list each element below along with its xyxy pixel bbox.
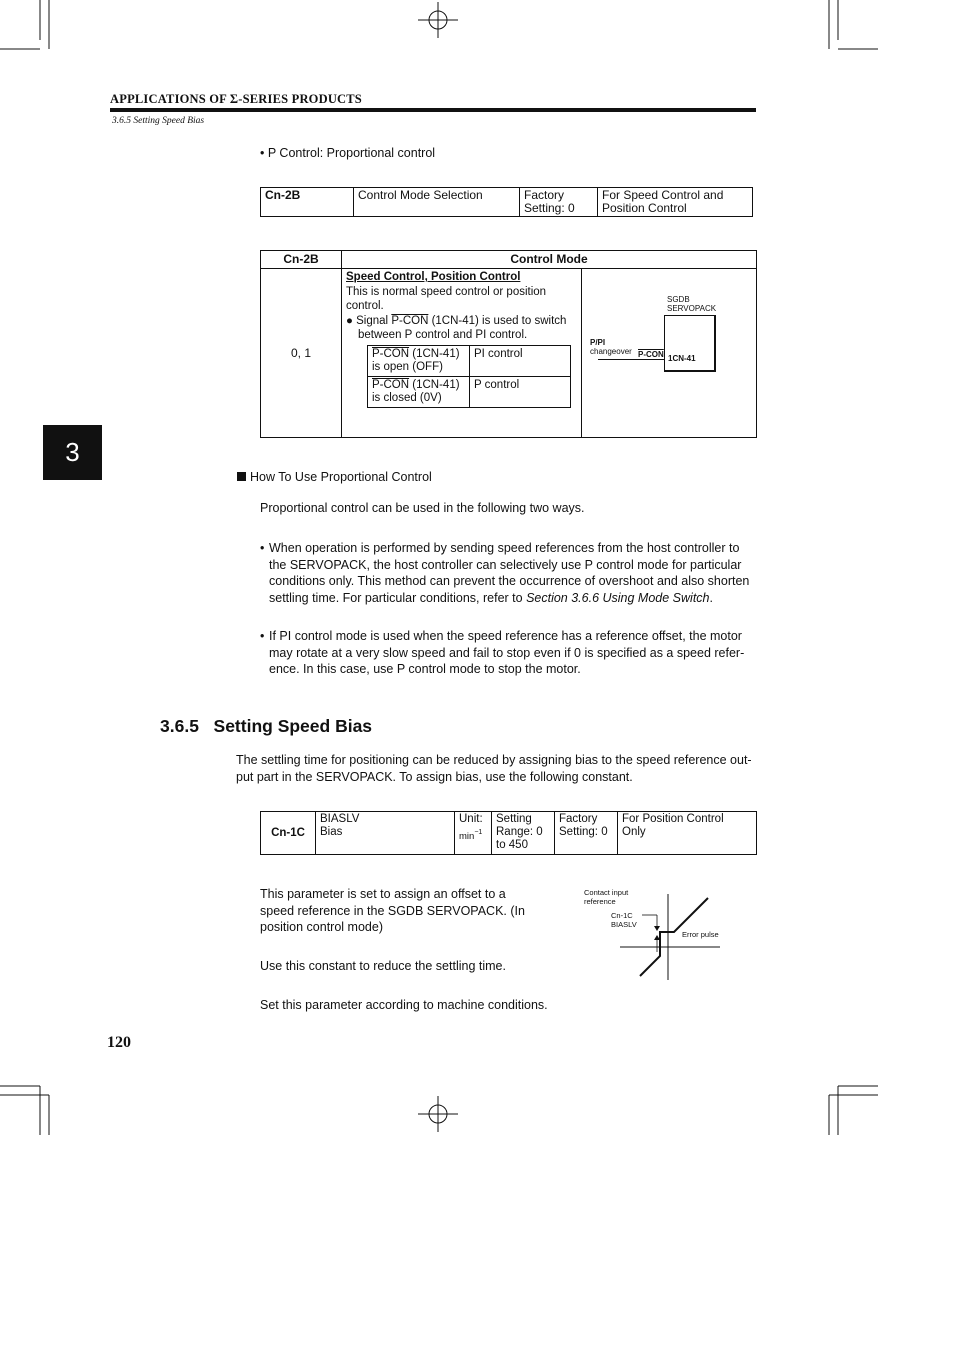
bias-range: Setting Range: 0 to 450 [492, 812, 555, 855]
mode-bullet: ● Signal P-CON (1CN-41) is used to switch [346, 314, 567, 327]
col-header-mode: Control Mode [342, 251, 757, 269]
bias-use: For Position Control Only [618, 812, 757, 855]
col-header-code: Cn-2B [261, 251, 342, 269]
bias-paragraph-3: Set this parameter according to machine conditions. [260, 998, 548, 1012]
mode-desc-line2: control. [346, 300, 384, 312]
pcon-label: P-CON [638, 350, 664, 359]
how-to-heading: How To Use Proportional Control [237, 470, 432, 484]
page-number: 120 [107, 1034, 131, 1051]
bias-graph [580, 884, 730, 984]
servopack-diagram [588, 270, 753, 435]
header-title: APPLICATIONS OF Σ-SERIES PRODUCTS [110, 92, 362, 106]
mode-value: 0, 1 [261, 269, 342, 438]
bias-name: BIASLV Bias [316, 812, 455, 855]
graph-label-contact: Contact input reference [584, 888, 629, 906]
mode-title: Speed Control, Position Control [346, 271, 521, 283]
pin-label: 1CN-41 [668, 354, 696, 363]
bias-factory: Factory Setting: 0 [555, 812, 618, 855]
p-control-bullet: • P Control: Proportional control [260, 146, 436, 160]
pcon-state-table [367, 345, 571, 408]
table-row: P-CON (1CN-41) is open (OFF) PI control [368, 346, 571, 377]
bias-parameter-table [260, 811, 757, 855]
mode-desc-line1: This is normal speed control or position [346, 285, 547, 298]
how-to-bullet-1: • When operation is performed by sending speed references from the host controller to the SERVOPACK, the host controller can selectively use P control mode for particular conditions only. This method can prevent the occurrence of overshoot and also shorten settling time. For particular conditions, refer to Section 3.6.6 Using Mode Switch. [260, 541, 750, 605]
param-code: Cn-2B [261, 188, 354, 217]
square-bullet-icon [237, 472, 246, 481]
servopack-box [664, 315, 716, 372]
bias-code: Cn-1C [261, 812, 316, 855]
ppi-label: P/PI [590, 338, 606, 347]
servopack-label-2: SERVOPACK [667, 304, 717, 313]
section-heading: 3.6.5 Setting Speed Bias [160, 716, 373, 736]
bias-paragraph-1: This parameter is set to assign an offset to a speed reference in the SGDB SERVOPACK. (In position control mode) [260, 887, 525, 934]
graph-label-cn1c: Cn-1C BIASLV [611, 911, 637, 929]
graph-label-error: Error pulse [682, 930, 719, 939]
param-use: For Speed Control and Position Control [598, 188, 753, 217]
how-to-bullet-2: • If PI control mode is used when the speed reference has a reference offset, the motor may rotate at a very slow speed and fail to stop even if 0 is specified as a speed refer- ence. In this case, use P control mode to stop the motor. [260, 629, 745, 676]
header-subtitle: 3.6.5 Setting Speed Bias [112, 116, 205, 126]
bias-paragraph-2: Use this constant to reduce the settling time. [260, 959, 506, 973]
servopack-label-1: SGDB [667, 295, 690, 304]
param-factory: Factory Setting: 0 [520, 188, 598, 217]
bias-unit: Unit: $\min^{-1}$ [455, 812, 492, 855]
table-row: P-CON (1CN-41) is closed (0V) P control [368, 377, 571, 408]
control-mode-selection-table [260, 187, 753, 217]
how-to-intro: Proportional control can be used in the following two ways. [260, 501, 585, 515]
changeover-label: changeover [590, 347, 632, 356]
signal-line [598, 359, 664, 360]
chapter-tab: 3 [43, 425, 102, 480]
header-rule [110, 108, 756, 112]
section-intro: The settling time for positioning can be reduced by assigning bias to the speed reference out- put part in the SERVOPACK. To assign bias, use the following constant. [236, 753, 752, 784]
param-name: Control Mode Selection [354, 188, 520, 217]
mode-bullet-line2: between P control and PI control. [358, 329, 528, 341]
